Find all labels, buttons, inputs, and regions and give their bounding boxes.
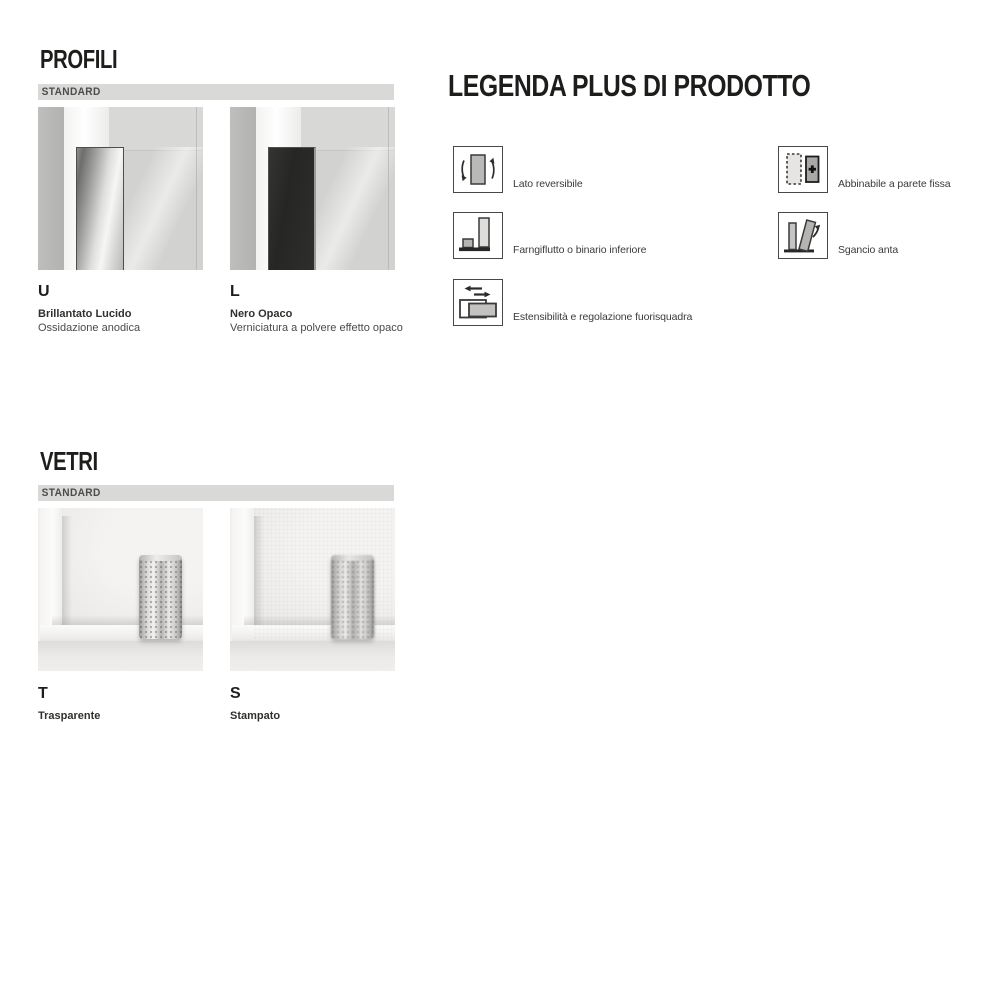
legend-label: Estensibilità e regolazione fuorisquadra	[513, 311, 693, 323]
black-profile-bar	[268, 147, 316, 270]
wall-edge-strip	[230, 107, 256, 270]
standard-label: STANDARD	[41, 86, 101, 98]
profile-photo-brillantato	[38, 107, 203, 270]
legend-label: Lato reversibile	[513, 178, 583, 190]
legend-item-binario-inferiore	[453, 212, 646, 259]
legend-label: Abbinabile a parete fissa	[838, 178, 951, 190]
caption-vetro-t	[38, 686, 228, 723]
legend-item-lato-reversibile	[453, 146, 583, 193]
glass-code: T	[38, 685, 48, 702]
profile-name: Nero Opaco	[230, 308, 293, 320]
standard-label: STANDARD	[41, 487, 101, 499]
chrome-profile-bar	[76, 147, 124, 270]
caption-profilo-l	[230, 284, 420, 334]
legend-item-sgancio-anta	[778, 212, 898, 259]
legend-title: LEGENDA PLUS DI PRODOTTO	[448, 68, 811, 103]
tile-seam	[388, 107, 389, 270]
glass-name: Stampato	[230, 710, 281, 722]
glass-photo-stampato	[230, 508, 395, 671]
ledge-front	[230, 641, 395, 671]
caption-vetro-s	[230, 686, 420, 723]
legend-label: Farngiflutto o binario inferiore	[513, 244, 647, 256]
legend-label: Sgancio anta	[838, 244, 899, 256]
profile-code: L	[230, 283, 240, 300]
printed-glass-texture	[254, 508, 395, 641]
extensibility-icon	[453, 279, 503, 326]
glass-photo-trasparente	[38, 508, 203, 671]
legend-item-estensibilita	[453, 279, 692, 326]
profili-section-title: PROFILI	[40, 44, 118, 74]
caption-profilo-u	[38, 284, 228, 334]
reversible-side-icon	[453, 146, 503, 193]
ledge-front	[38, 641, 203, 671]
profile-photo-nero	[230, 107, 395, 270]
door-release-icon	[778, 212, 828, 259]
profile-code: U	[38, 283, 50, 300]
profile-name: Brillantato Lucido	[38, 308, 132, 320]
wall-edge-strip	[38, 107, 64, 270]
glass-name: Trasparente	[38, 710, 101, 722]
profile-description: Ossidazione anodica	[38, 321, 141, 334]
tile-seam	[196, 107, 197, 270]
vetri-standard-bar	[38, 485, 394, 501]
profili-standard-bar	[38, 84, 394, 100]
vetri-section-title: VETRI	[40, 446, 98, 476]
metal-cylinder	[139, 555, 182, 639]
glass-code: S	[230, 685, 241, 702]
profile-description: Verniciatura a polvere effetto opaco	[230, 321, 403, 334]
bottom-rail-icon	[453, 212, 503, 259]
legend-item-parete-fissa	[778, 146, 951, 193]
fixed-wall-icon	[778, 146, 828, 193]
